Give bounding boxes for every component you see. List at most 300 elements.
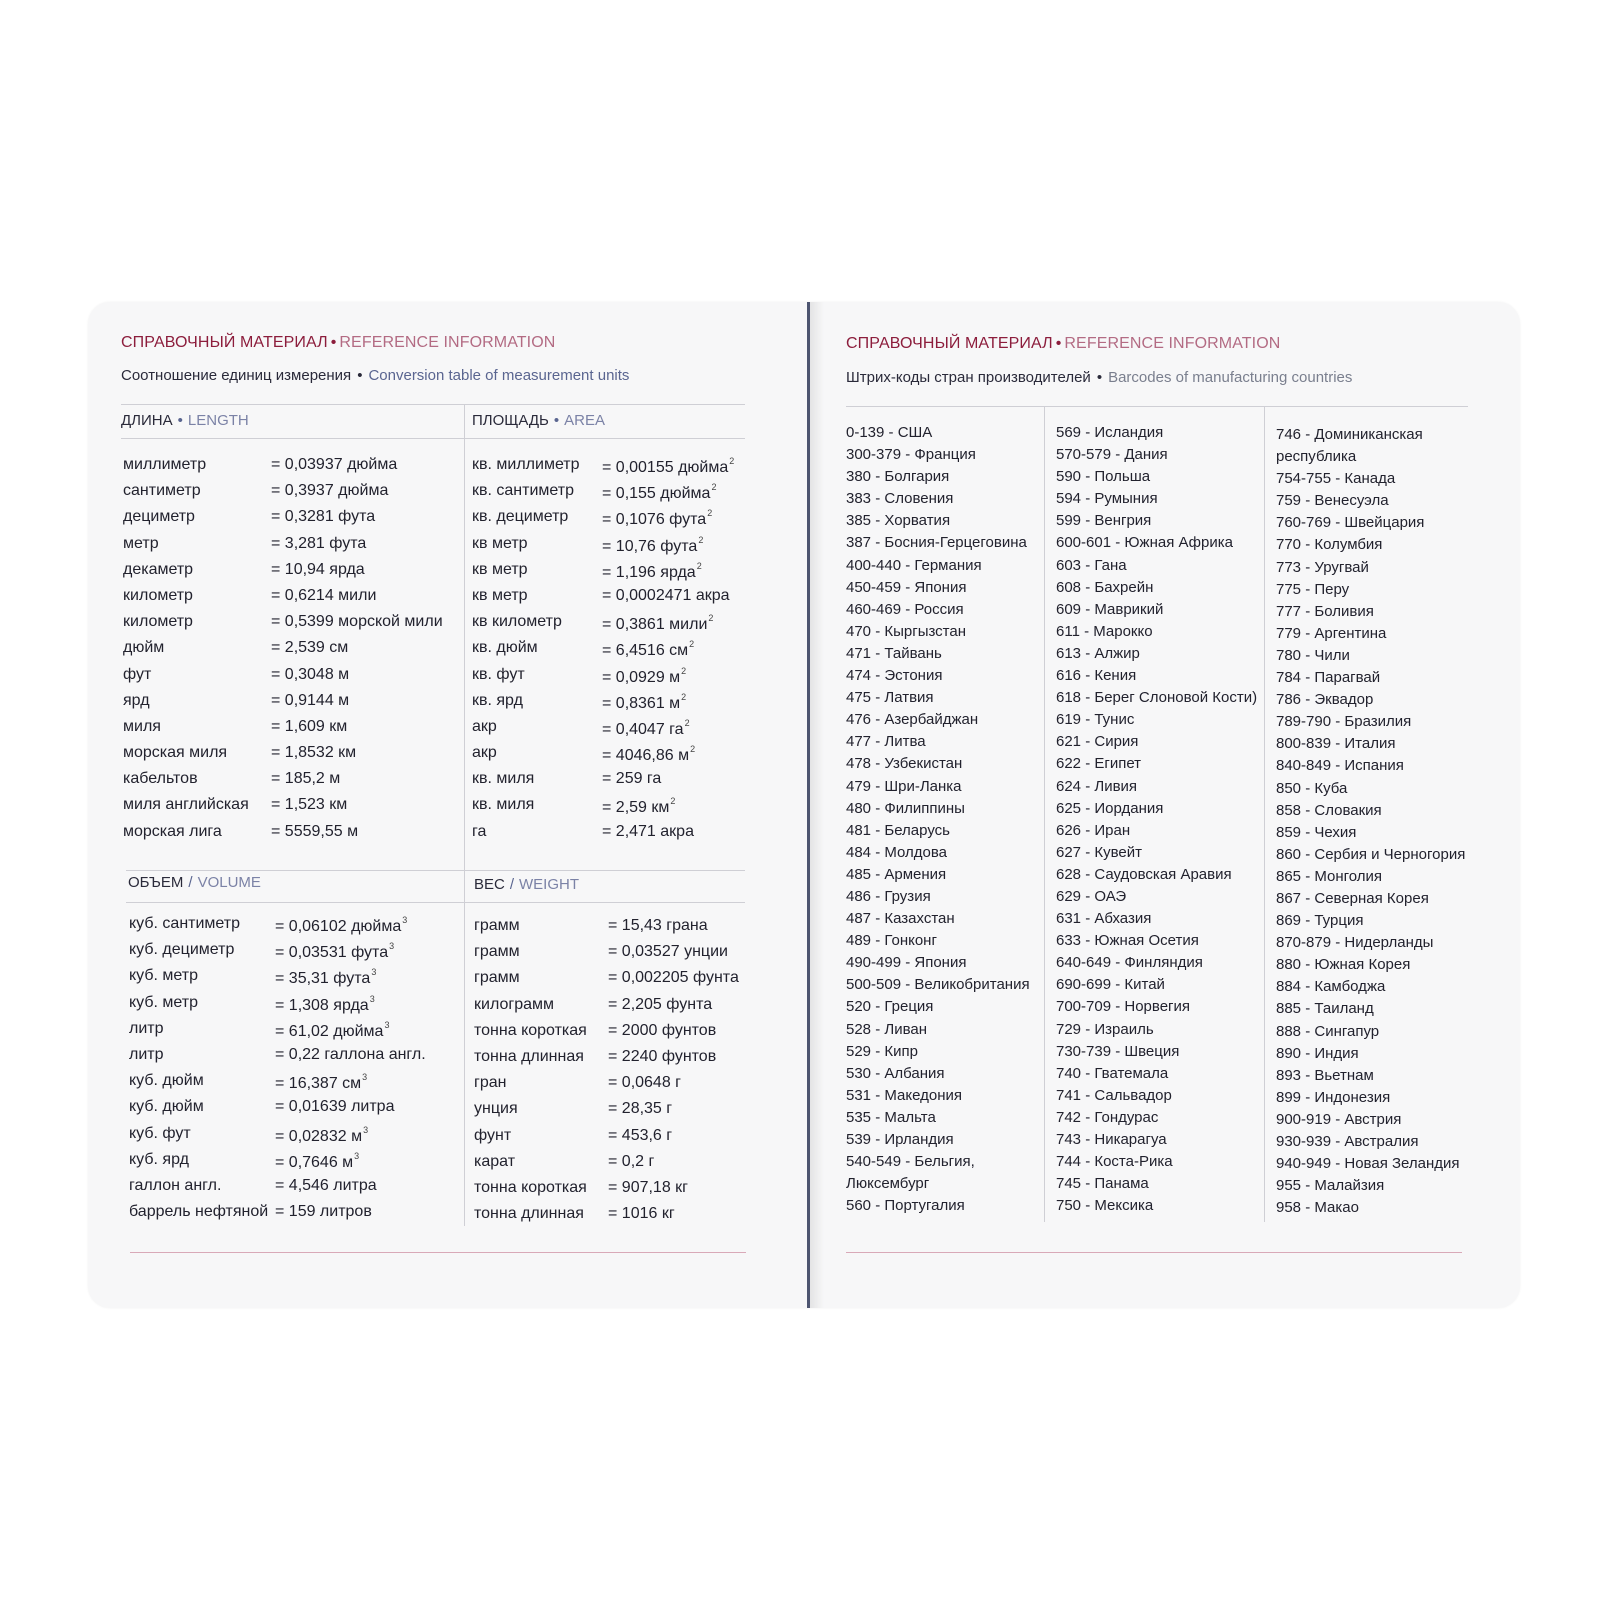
barcode-entry: 603 - Гана [1056, 556, 1127, 574]
left-header: СПРАВОЧНЫЙ МАТЕРИАЛ • REFERENCE INFORMATION [121, 334, 556, 351]
unit-value: = 0,5399 морской мили [271, 613, 443, 631]
unit-name: тонна длинная [474, 1205, 584, 1223]
barcode-entry: 611 - Марокко [1056, 622, 1153, 640]
conversion-row [474, 1100, 774, 1126]
barcode-entry: 780 - Чили [1276, 646, 1350, 664]
barcode-entry: 540-549 - Бельгия, [846, 1153, 975, 1171]
conversion-row [129, 941, 463, 967]
right-page [824, 302, 1520, 1308]
barcode-entry: 485 - Армения [846, 865, 947, 883]
unit-value: = 10,76 фута$^2$ [602, 534, 704, 555]
unit-name: куб. метр [129, 967, 199, 985]
unit-name: грамм [474, 917, 520, 934]
exponent: 3 [389, 941, 395, 952]
barcode-entry: 486 - Грузия [846, 887, 931, 905]
unit-value: = 0,03531 фута$^3$ [275, 941, 395, 962]
conversion-row [123, 456, 463, 482]
unit-value: = 0,00155 дюйма$^2$ [602, 456, 735, 476]
unit-value: = 10,94 ярда [271, 560, 365, 578]
unit-value: = 453,6 г [608, 1126, 673, 1144]
barcode-entry: 640-649 - Финляндия [1056, 954, 1203, 972]
unit-name: тонна короткая [474, 1021, 587, 1039]
unit-value: = 1,196 ярда$^2$ [602, 560, 702, 581]
unit-name: километр [123, 586, 193, 604]
notebook-spread [88, 302, 1520, 1308]
right-subtitle: Штрих-коды стран производителей • Barcodes of manufacturing countries [846, 369, 1353, 386]
barcode-entry: 616 - Кения [1056, 667, 1137, 685]
unit-value: = 259 га [602, 770, 662, 788]
unit-value: = 0,9144 м [271, 691, 350, 709]
barcode-entry: 590 - Польша [1056, 468, 1151, 486]
barcode-entry: 740 - Гватемала [1056, 1064, 1169, 1082]
left-page [88, 302, 807, 1308]
barcode-entry: 870-879 - Нидерланды [1276, 934, 1434, 952]
unit-value: = 2,59 $км^2$ [602, 796, 676, 817]
barcode-entry: 859 - Чехия [1276, 823, 1357, 841]
unit-name: куб. сантиметр [129, 915, 241, 932]
conversion-row [129, 1151, 463, 1177]
conversion-row [472, 770, 772, 796]
barcode-entry: 613 - Алжир [1056, 644, 1140, 662]
unit-name: ярд [123, 691, 150, 709]
unit-value: = 0,0929 $м^2$ [602, 665, 687, 686]
area-table [472, 456, 772, 849]
conversion-row [472, 692, 772, 718]
unit-value: = 5559,55 м [271, 822, 359, 840]
barcode-entry: 865 - Монголия [1276, 867, 1383, 885]
unit-value: = 4,546 литра [275, 1176, 377, 1194]
unit-value: = 0,4047 $га^2$ [602, 717, 690, 738]
conversion-row [472, 613, 772, 639]
unit-value: = 0,155 дюйма$^2$ [602, 482, 717, 503]
weight-table [474, 917, 774, 1231]
conversion-row [474, 1074, 774, 1100]
barcode-entry: 754-755 - Канада [1276, 470, 1396, 488]
barcode-entry: 529 - Кипр [846, 1042, 918, 1060]
unit-name: килограмм [474, 995, 554, 1013]
barcode-entry: 478 - Узбекистан [846, 755, 963, 773]
barcode-entry: 487 - Казахстан [846, 910, 955, 928]
conversion-row [129, 1203, 463, 1229]
exponent: 2 [684, 717, 690, 728]
barcode-entry: 741 - Сальвадор [1056, 1086, 1172, 1104]
barcode-entry: 621 - Сирия [1056, 733, 1139, 751]
conversion-row [472, 823, 772, 849]
barcode-entry: 789-790 - Бразилия [1276, 713, 1412, 731]
barcode-entry: 0-139 - США [846, 424, 933, 441]
barcode-entry: 300-379 - Франция [846, 446, 976, 464]
exponent: 2 [729, 456, 735, 466]
barcode-entry: 594 - Румыния [1056, 490, 1158, 508]
barcode-column-3 [1276, 424, 1465, 1219]
exponent: 3 [402, 915, 408, 925]
barcode-entry: 750 - Мексика [1056, 1197, 1154, 1215]
barcode-entry: 490-499 - Япония [846, 954, 967, 972]
conversion-row [474, 1153, 774, 1179]
unit-value: = 0,2 г [608, 1152, 655, 1170]
barcode-entry: 480 - Филиппины [846, 799, 965, 817]
barcode-entry: Люксембург [846, 1175, 930, 1193]
barcode-entry: 450-459 - Япония [846, 578, 967, 596]
exponent: 3 [371, 967, 377, 978]
unit-name: куб. метр [129, 993, 199, 1011]
conversion-row [472, 456, 772, 482]
barcode-entry: 860 - Сербия и Черногория [1276, 845, 1466, 863]
conversion-row [474, 969, 774, 995]
unit-name: карат [474, 1152, 516, 1170]
area-section-title: ПЛОЩАДЬ • AREA [472, 412, 605, 429]
conversion-row [123, 744, 463, 770]
conversion-row [472, 561, 772, 587]
exponent: 2 [670, 796, 676, 807]
conversion-row [472, 796, 772, 822]
barcode-entry: 850 - Куба [1276, 779, 1348, 797]
barcode-entry: 775 - Перу [1276, 580, 1350, 598]
unit-name: куб. дециметр [129, 941, 235, 959]
unit-name: дюйм [123, 639, 165, 657]
unit-value: = 2,205 фунта [608, 995, 713, 1013]
conversion-row [472, 666, 772, 692]
conversion-row [123, 561, 463, 587]
unit-name: кв. миля [472, 796, 535, 814]
unit-name: метр [123, 534, 159, 552]
barcode-entry: 786 - Эквадор [1276, 691, 1374, 709]
conversion-row [474, 1048, 774, 1074]
unit-value: = 35,31 фута$^3$ [275, 967, 377, 988]
unit-value: = 0,0648 г [608, 1074, 682, 1092]
conversion-row [129, 1098, 463, 1124]
unit-value: = 1,523 км [271, 796, 348, 814]
barcode-entry: 520 - Греция [846, 998, 934, 1016]
unit-value: = 185,2 м [271, 770, 341, 788]
unit-name: куб. фут [129, 1124, 191, 1142]
unit-name: гран [474, 1074, 507, 1092]
unit-name: кв километр [472, 613, 562, 631]
unit-value: = 0,02832 $м^3$ [275, 1124, 369, 1145]
length-table [123, 456, 463, 849]
barcode-entry: 471 - Тайвань [846, 644, 942, 662]
barcode-entry: 744 - Коста-Рика [1056, 1153, 1173, 1171]
barcode-entry: 746 - Доминиканская [1276, 426, 1423, 443]
barcode-entry: 570-579 - Дания [1056, 446, 1168, 464]
conversion-row [474, 1127, 774, 1153]
unit-name: миля [123, 717, 161, 735]
barcode-entry: 760-769 - Швейцария [1276, 514, 1425, 532]
unit-value: = 0,002205 фунта [608, 969, 739, 987]
unit-value: = 0,03937 дюйма [271, 456, 398, 473]
exponent: 2 [711, 482, 717, 493]
unit-name: кв. дюйм [472, 639, 538, 657]
barcode-entry: 560 - Португалия [846, 1197, 965, 1215]
barcode-entry: 489 - Гонконг [846, 932, 937, 950]
unit-value: = 28,35 г [608, 1100, 673, 1118]
barcode-entry: 530 - Албания [846, 1064, 945, 1082]
unit-name: кв метр [472, 534, 528, 552]
conversion-row [474, 1022, 774, 1048]
barcode-entry: 475 - Латвия [846, 689, 934, 707]
conversion-row [474, 943, 774, 969]
unit-name: акр [472, 717, 497, 735]
barcode-entry: 690-699 - Китай [1056, 976, 1165, 994]
conversion-row [123, 796, 463, 822]
weight-section-title: ВЕС / WEIGHT [474, 876, 580, 893]
barcode-entry: 743 - Никарагуа [1056, 1131, 1167, 1148]
unit-name: кв метр [472, 560, 528, 578]
unit-name: миллиметр [123, 456, 207, 473]
barcode-entry: 867 - Северная Корея [1276, 889, 1429, 907]
unit-name: кабельтов [123, 770, 198, 788]
barcode-entry: 400-440 - Германия [846, 556, 982, 574]
barcode-entry: 955 - Малайзия [1276, 1177, 1385, 1195]
unit-value: = 2,539 см [271, 639, 349, 657]
conversion-row [129, 915, 463, 941]
conversion-row [123, 482, 463, 508]
conversion-row [123, 587, 463, 613]
conversion-row [123, 535, 463, 561]
conversion-row [123, 823, 463, 849]
barcode-entry: 773 - Уругвай [1276, 558, 1369, 576]
barcode-entry: 745 - Панама [1056, 1175, 1149, 1193]
unit-value: = 0,22 галлона англ. [275, 1045, 426, 1063]
barcode-entry: 885 - Таиланд [1276, 1000, 1374, 1018]
unit-value: = 0,6214 мили [271, 586, 377, 604]
barcode-entry: 609 - Маврикий [1056, 600, 1164, 618]
barcode-entry: 777 - Боливия [1276, 602, 1374, 620]
unit-name: литр [129, 1019, 164, 1037]
conversion-row [129, 994, 463, 1020]
exponent: 2 [681, 691, 687, 702]
barcode-entry: 622 - Египет [1056, 755, 1142, 773]
barcode-entry: 888 - Сингапур [1276, 1022, 1380, 1040]
unit-value: = 2240 фунтов [608, 1047, 717, 1065]
barcode-entry: 608 - Бахрейн [1056, 578, 1154, 596]
barcode-entry: 460-469 - Россия [846, 600, 964, 618]
exponent: 2 [690, 744, 696, 755]
unit-name: тонна длинная [474, 1047, 584, 1065]
unit-name: га [472, 822, 487, 840]
barcode-column-1 [846, 422, 1030, 1217]
conversion-row [123, 639, 463, 665]
unit-name: кв метр [472, 586, 528, 604]
barcode-entry: 387 - Босния-Герцеговина [846, 534, 1027, 552]
conversion-row [129, 1177, 463, 1203]
left-subtitle: Соотношение единиц измерения • Conversion table of measurement units [121, 367, 630, 384]
conversion-row [472, 535, 772, 561]
unit-name: галлон англ. [129, 1176, 222, 1194]
unit-value: = 907,18 кг [608, 1178, 689, 1196]
unit-value: = 0,3048 м [271, 665, 350, 683]
exponent: 3 [354, 1150, 360, 1161]
length-section-title: ДЛИНА • LENGTH [121, 412, 249, 429]
unit-value: = 6,4516 $см^2$ [602, 639, 695, 660]
conversion-row [474, 917, 774, 943]
barcode-entry: 884 - Камбоджа [1276, 978, 1386, 996]
unit-value: = 15,43 грана [608, 917, 708, 934]
unit-name: миля английская [123, 796, 249, 814]
barcode-entry: 569 - Исландия [1056, 424, 1164, 441]
barcode-entry: 958 - Макао [1276, 1199, 1359, 1217]
barcode-entry: 619 - Тунис [1056, 711, 1135, 729]
exponent: 3 [384, 1019, 390, 1030]
barcode-entry: 730-739 - Швеция [1056, 1042, 1180, 1060]
barcode-entry: 528 - Ливан [846, 1020, 928, 1038]
barcode-entry: 627 - Кувейт [1056, 843, 1142, 861]
conversion-row [472, 482, 772, 508]
volume-section-title: ОБЪЕМ / VOLUME [128, 874, 261, 891]
unit-value: = 0,0002471 акра [602, 586, 730, 604]
barcode-entry: 385 - Хорватия [846, 512, 951, 530]
conversion-row [123, 692, 463, 718]
barcode-entry: 629 - ОАЭ [1056, 887, 1127, 905]
unit-name: километр [123, 613, 193, 631]
conversion-row [472, 587, 772, 613]
unit-value: = 159 литров [275, 1203, 372, 1221]
conversion-row [472, 718, 772, 744]
conversion-row [472, 744, 772, 770]
barcode-entry: 600-601 - Южная Африка [1056, 534, 1233, 552]
conversion-row [129, 1046, 463, 1072]
conversion-row [129, 1125, 463, 1151]
barcode-entry: 531 - Македония [846, 1086, 962, 1104]
barcode-entry: 474 - Эстония [846, 667, 943, 685]
barcode-entry: 759 - Венесуэла [1276, 492, 1389, 510]
barcode-entry: 940-949 - Новая Зеландия [1276, 1155, 1460, 1173]
barcode-entry: 880 - Южная Корея [1276, 956, 1411, 974]
barcode-entry: 770 - Колумбия [1276, 536, 1383, 554]
barcode-entry: 624 - Ливия [1056, 777, 1138, 795]
exponent: 3 [369, 993, 375, 1004]
conversion-row [123, 770, 463, 796]
barcode-entry: 631 - Абхазия [1056, 910, 1152, 928]
conversion-row [123, 666, 463, 692]
unit-value: = 16,387 $см^3$ [275, 1072, 368, 1093]
exponent: 2 [689, 639, 695, 650]
barcode-entry: 618 - Берег Слоновой Кости) [1056, 689, 1258, 707]
unit-value: = 1,8532 км [271, 744, 357, 762]
barcode-entry: 383 - Словения [846, 490, 954, 508]
barcode-entry: республика [1276, 448, 1357, 466]
unit-name: декаметр [123, 560, 194, 578]
unit-name: куб. дюйм [129, 1072, 204, 1090]
exponent: 2 [698, 534, 704, 545]
unit-value: = 3,281 фута [271, 534, 367, 552]
unit-name: кв. миллиметр [472, 456, 580, 473]
unit-value: = 0,3281 фута [271, 508, 376, 526]
exponent: 2 [708, 613, 714, 624]
barcode-entry: 535 - Мальта [846, 1108, 936, 1126]
barcode-entry: 900-919 - Австрия [1276, 1110, 1402, 1128]
barcode-column-2 [1056, 422, 1257, 1217]
barcode-entry: 380 - Болгария [846, 468, 950, 486]
barcode-entry: 481 - Беларусь [846, 821, 950, 839]
exponent: 2 [707, 508, 713, 519]
unit-value: = 1,308 ярда$^3$ [275, 993, 375, 1014]
conversion-row [123, 508, 463, 534]
exponent: 3 [362, 1072, 368, 1083]
barcode-entry: 470 - Кыргызстан [846, 622, 967, 640]
barcode-entry: 930-939 - Австралия [1276, 1133, 1419, 1150]
unit-name: фут [123, 665, 152, 683]
unit-value: = 0,1076 фута$^2$ [602, 508, 713, 529]
unit-name: акр [472, 744, 497, 762]
barcode-entry: 500-509 - Великобритания [846, 976, 1030, 994]
conversion-row [129, 1020, 463, 1046]
unit-name: дециметр [123, 508, 195, 526]
barcode-entry: 700-709 - Норвегия [1056, 998, 1191, 1016]
barcode-entry: 599 - Венгрия [1056, 512, 1152, 530]
barcode-entry: 625 - Иордания [1056, 799, 1164, 817]
unit-value: = 2,471 акра [602, 822, 694, 840]
barcode-entry: 633 - Южная Осетия [1056, 932, 1199, 950]
barcode-entry: 858 - Словакия [1276, 801, 1382, 819]
barcode-entry: 784 - Парагвай [1276, 669, 1381, 687]
barcode-entry: 893 - Вьетнам [1276, 1066, 1374, 1084]
unit-name: морская миля [123, 744, 228, 762]
barcode-entry: 800-839 - Италия [1276, 735, 1396, 753]
barcode-entry: 742 - Гондурас [1056, 1108, 1159, 1126]
barcode-entry: 869 - Турция [1276, 912, 1364, 930]
unit-value: = 1,609 км [271, 717, 348, 735]
unit-name: морская лига [123, 822, 222, 840]
unit-name: литр [129, 1045, 164, 1063]
exponent: 2 [681, 665, 687, 676]
barcode-entry: 628 - Саудовская Аравия [1056, 865, 1232, 883]
unit-value: = 0,06102 дюйма$^3$ [275, 915, 408, 935]
unit-name: кв. миля [472, 770, 535, 788]
conversion-row [474, 1205, 774, 1231]
conversion-row [129, 1072, 463, 1098]
unit-name: грамм [474, 969, 520, 987]
unit-value: = 61,02 дюйма$^3$ [275, 1019, 390, 1040]
unit-name: грамм [474, 943, 520, 961]
unit-name: куб. дюйм [129, 1098, 204, 1116]
conversion-row [472, 639, 772, 665]
barcode-entry: 476 - Азербайджан [846, 711, 979, 729]
conversion-row [472, 508, 772, 534]
conversion-row [123, 613, 463, 639]
barcode-entry: 779 - Аргентина [1276, 624, 1387, 642]
unit-name: унция [474, 1100, 518, 1118]
barcode-entry: 484 - Молдова [846, 843, 948, 861]
unit-name: баррель нефтяной [129, 1203, 269, 1221]
conversion-row [474, 1179, 774, 1205]
unit-value: = 0,7646 $м^3$ [275, 1150, 360, 1171]
unit-name: фунт [474, 1126, 512, 1144]
conversion-row [474, 996, 774, 1022]
barcode-entry: 899 - Индонезия [1276, 1088, 1391, 1106]
unit-value: = 4046,86 $м^2$ [602, 744, 696, 765]
unit-name: тонна короткая [474, 1178, 587, 1196]
unit-value: = 2000 фунтов [608, 1021, 717, 1039]
unit-name: кв. дециметр [472, 508, 569, 526]
unit-value: = 0,01639 литра [275, 1098, 395, 1116]
unit-name: кв. ярд [472, 691, 523, 709]
barcode-entry: 890 - Индия [1276, 1044, 1359, 1062]
unit-name: кв. фут [472, 665, 525, 683]
exponent: 2 [696, 560, 702, 571]
barcode-entry: 479 - Шри-Ланка [846, 777, 962, 795]
unit-name: сантиметр [123, 482, 201, 500]
exponent: 3 [363, 1124, 369, 1135]
unit-value: = 0,03527 унции [608, 943, 728, 961]
barcode-entry: 729 - Израиль [1056, 1020, 1154, 1038]
unit-name: кв. сантиметр [472, 482, 574, 500]
barcode-entry: 840-849 - Испания [1276, 757, 1404, 775]
barcode-entry: 539 - Ирландия [846, 1131, 954, 1148]
unit-value: = 0,3937 дюйма [271, 482, 389, 500]
unit-value: = 0,3861 мили$^2$ [602, 613, 714, 634]
conversion-row [123, 718, 463, 744]
